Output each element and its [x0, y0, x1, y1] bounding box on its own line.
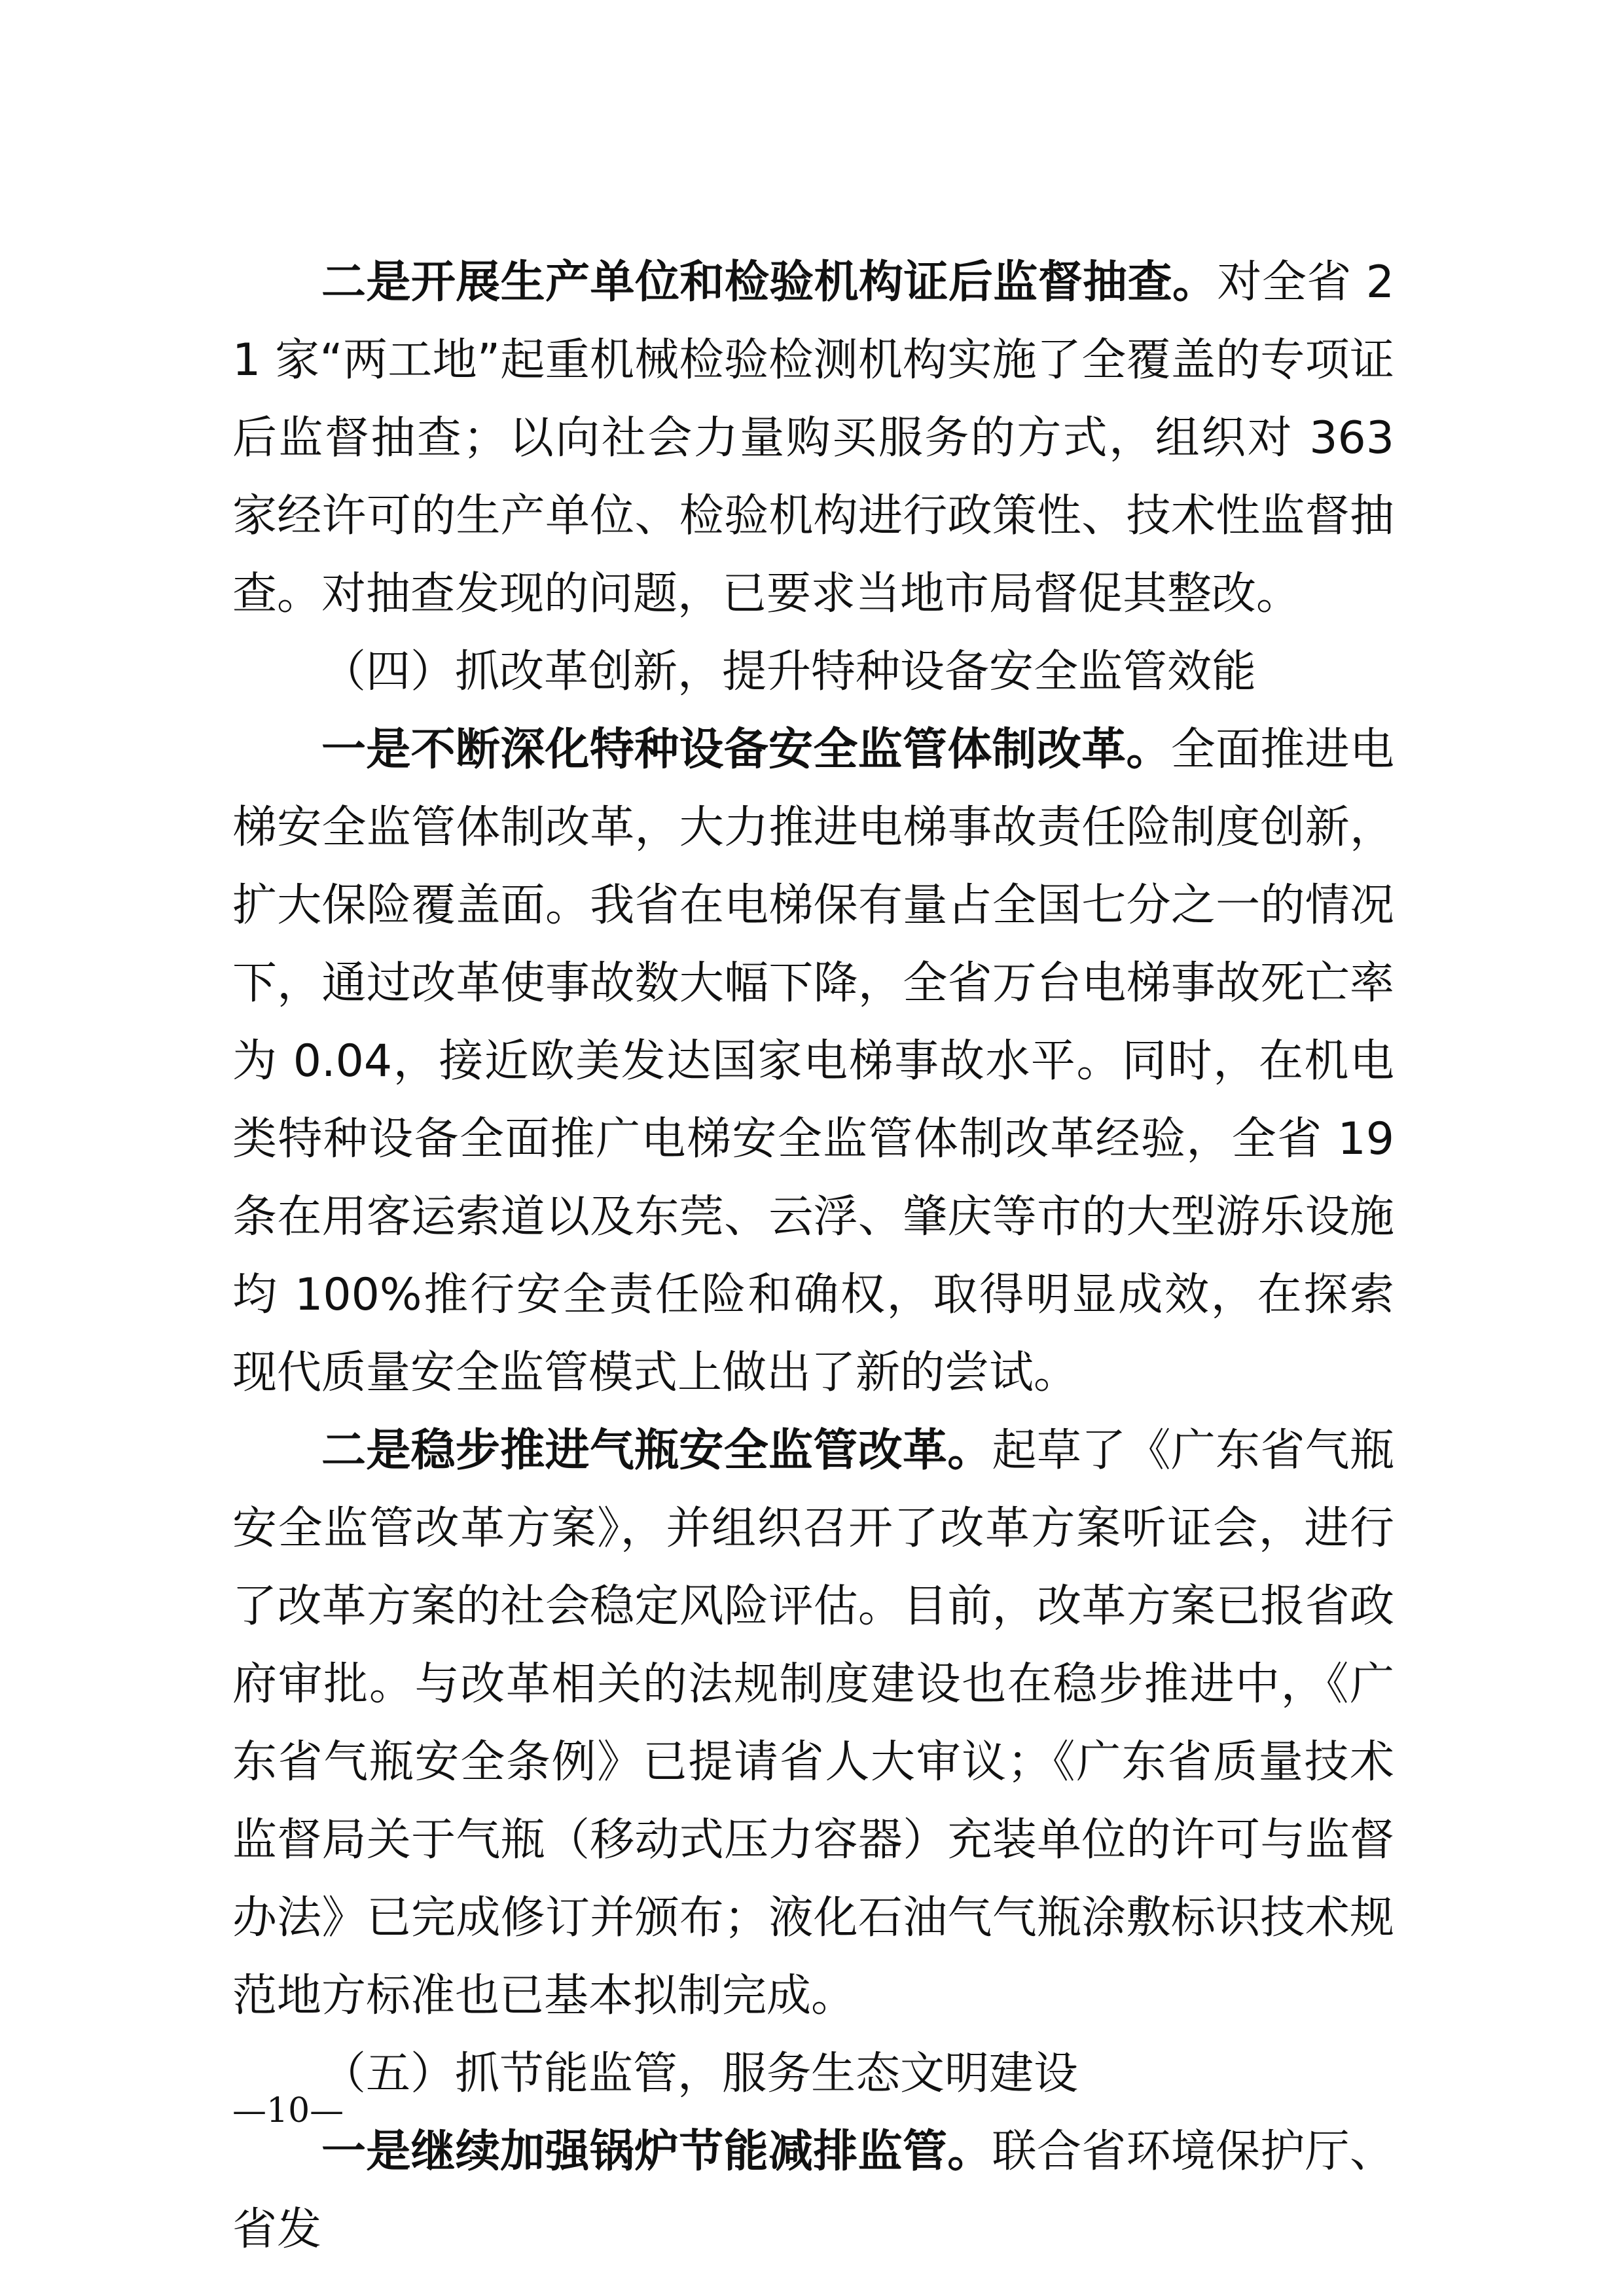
paragraph-body: 全面推进电梯安全监管体制改革，大力推进电梯事故责任险制度创新，扩大保险覆盖面。我省在电梯保有量占全国七分之一的情况下，通过改革使事故数大幅下降，全省万台电梯事故死亡率为 0.04，接近欧美发达国家电梯事故水平。同时，在机电类特种设备全面推广电梯安全监管体制改革经验，全省 19 条在用客运索道以及东莞、云浮、肇庆等市的大型游乐设施均 100%推行安全责任险和确权，取得明显成效，在探索现代质量安全监管模式上做出了新的尝试。: [232, 724, 1394, 1399]
paragraph-regulatory-reform: [232, 711, 1394, 1412]
paragraph-cylinder-reform: [232, 1412, 1394, 2035]
paragraph-lead: 一是继续加强锅炉节能减排监管。: [321, 2126, 992, 2178]
paragraph-lead: 一是不断深化特种设备安全监管体制改革。: [321, 724, 1171, 776]
paragraph-body: 联合省环境保护厅、省发: [232, 2126, 1394, 2255]
paragraph-body: 对全省 21 家“两工地”起重机械检验检测机构实施了全覆盖的专项证后监督抽查；以向社会力量购买服务的方式，组织对 363 家经许可的生产单位、检验机构进行政策性、技术性监督抽查。对抽查发现的问题，已要求当地市局督促其整改。: [232, 257, 1394, 620]
page-number: —10—: [232, 2091, 344, 2130]
paragraph-lead: 二是稳步推进气瓶安全监管改革。: [321, 1425, 992, 1477]
section-heading-energy: [232, 2035, 1394, 2113]
section-heading-text: （四）抓改革创新，提升特种设备安全监管效能: [321, 646, 1257, 698]
paragraph-boiler-energy: [232, 2113, 1394, 2269]
paragraph-body: 起草了《广东省气瓶安全监管改革方案》，并组织召开了改革方案听证会，进行了改革方案的社会稳定风险评估。目前，改革方案已报省政府审批。与改革相关的法规制度建设也在稳步推进中，《广东省气瓶安全条例》已提请省人大审议；《广东省质量技术监督局关于气瓶（移动式压力容器）充装单位的许可与监督办法》已完成修订并颁布；液化石油气气瓶涂敷标识技术规范地方标准也已基本拟制完成。: [232, 1425, 1394, 2022]
paragraph-lead: 二是开展生产单位和检验机构证后监督抽查。: [321, 257, 1218, 308]
body-text: [232, 243, 1394, 2269]
paragraph-post-license-inspection: [232, 243, 1394, 633]
section-heading-text: （五）抓节能监管，服务生态文明建设: [321, 2048, 1079, 2100]
section-heading-reform: [232, 633, 1394, 711]
